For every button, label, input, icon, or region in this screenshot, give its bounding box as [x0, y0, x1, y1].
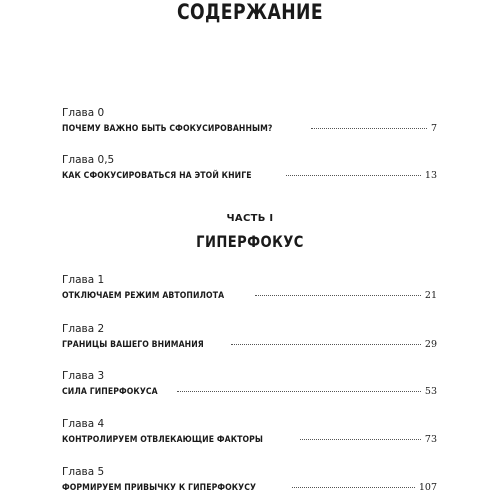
chapter-title: ПОЧЕМУ ВАЖНО БЫТЬ СФОКУСИРОВАННЫМ?	[62, 124, 273, 134]
page-number: 13	[424, 170, 437, 181]
chapter-number: Глава 1	[62, 274, 105, 286]
chapter-title: СИЛА ГИПЕРФОКУСА	[62, 387, 158, 397]
chapter-title: КОНТРОЛИРУЕМ ОТВЛЕКАЮЩИЕ ФАКТОРЫ	[62, 435, 264, 445]
dot-leader	[311, 128, 427, 129]
page-number: 53	[424, 386, 437, 397]
dot-leader	[286, 175, 420, 176]
page-number: 29	[424, 339, 437, 350]
chapter-title: КАК СФОКУСИРОВАТЬСЯ НА ЭТОЙ КНИГЕ	[62, 171, 252, 181]
chapter-number: Глава 0,5	[62, 154, 115, 166]
chapter-number: Глава 5	[62, 466, 105, 478]
toc-entry-chapter-3[interactable]	[62, 369, 437, 400]
toc-entry-chapter-4[interactable]	[62, 417, 437, 448]
toc-entry-chapter-0[interactable]	[62, 106, 437, 137]
chapter-number: Глава 0	[62, 107, 105, 119]
page-number: 73	[424, 434, 437, 445]
toc-entry-chapter-1[interactable]	[62, 273, 437, 304]
chapter-number: Глава 2	[62, 323, 105, 335]
chapter-title: ОТКЛЮЧАЕМ РЕЖИМ АВТОПИЛОТА	[62, 291, 225, 301]
part-label: ЧАСТЬ I	[226, 213, 274, 224]
toc-entry-chapter-2[interactable]	[62, 322, 437, 353]
dot-leader	[255, 295, 421, 296]
toc-entry-chapter-5[interactable]	[62, 465, 437, 496]
dot-leader	[300, 439, 421, 440]
page-number: 7	[430, 123, 437, 134]
chapter-title: ФОРМИРУЕМ ПРИВЫЧКУ К ГИПЕРФОКУСУ	[62, 483, 257, 493]
chapter-title: ГРАНИЦЫ ВАШЕГО ВНИМАНИЯ	[62, 340, 204, 350]
toc-entry-chapter-0-5[interactable]	[62, 153, 437, 184]
chapter-number: Глава 4	[62, 418, 105, 430]
dot-leader	[231, 344, 421, 345]
page-number: 107	[418, 482, 437, 493]
dot-leader	[292, 487, 415, 488]
chapter-number: Глава 3	[62, 370, 105, 382]
part-title: ГИПЕРФОКУС	[196, 232, 304, 251]
toc-title: СОДЕРЖАНИЕ	[176, 0, 324, 24]
dot-leader	[177, 391, 421, 392]
page-number: 21	[424, 290, 437, 301]
